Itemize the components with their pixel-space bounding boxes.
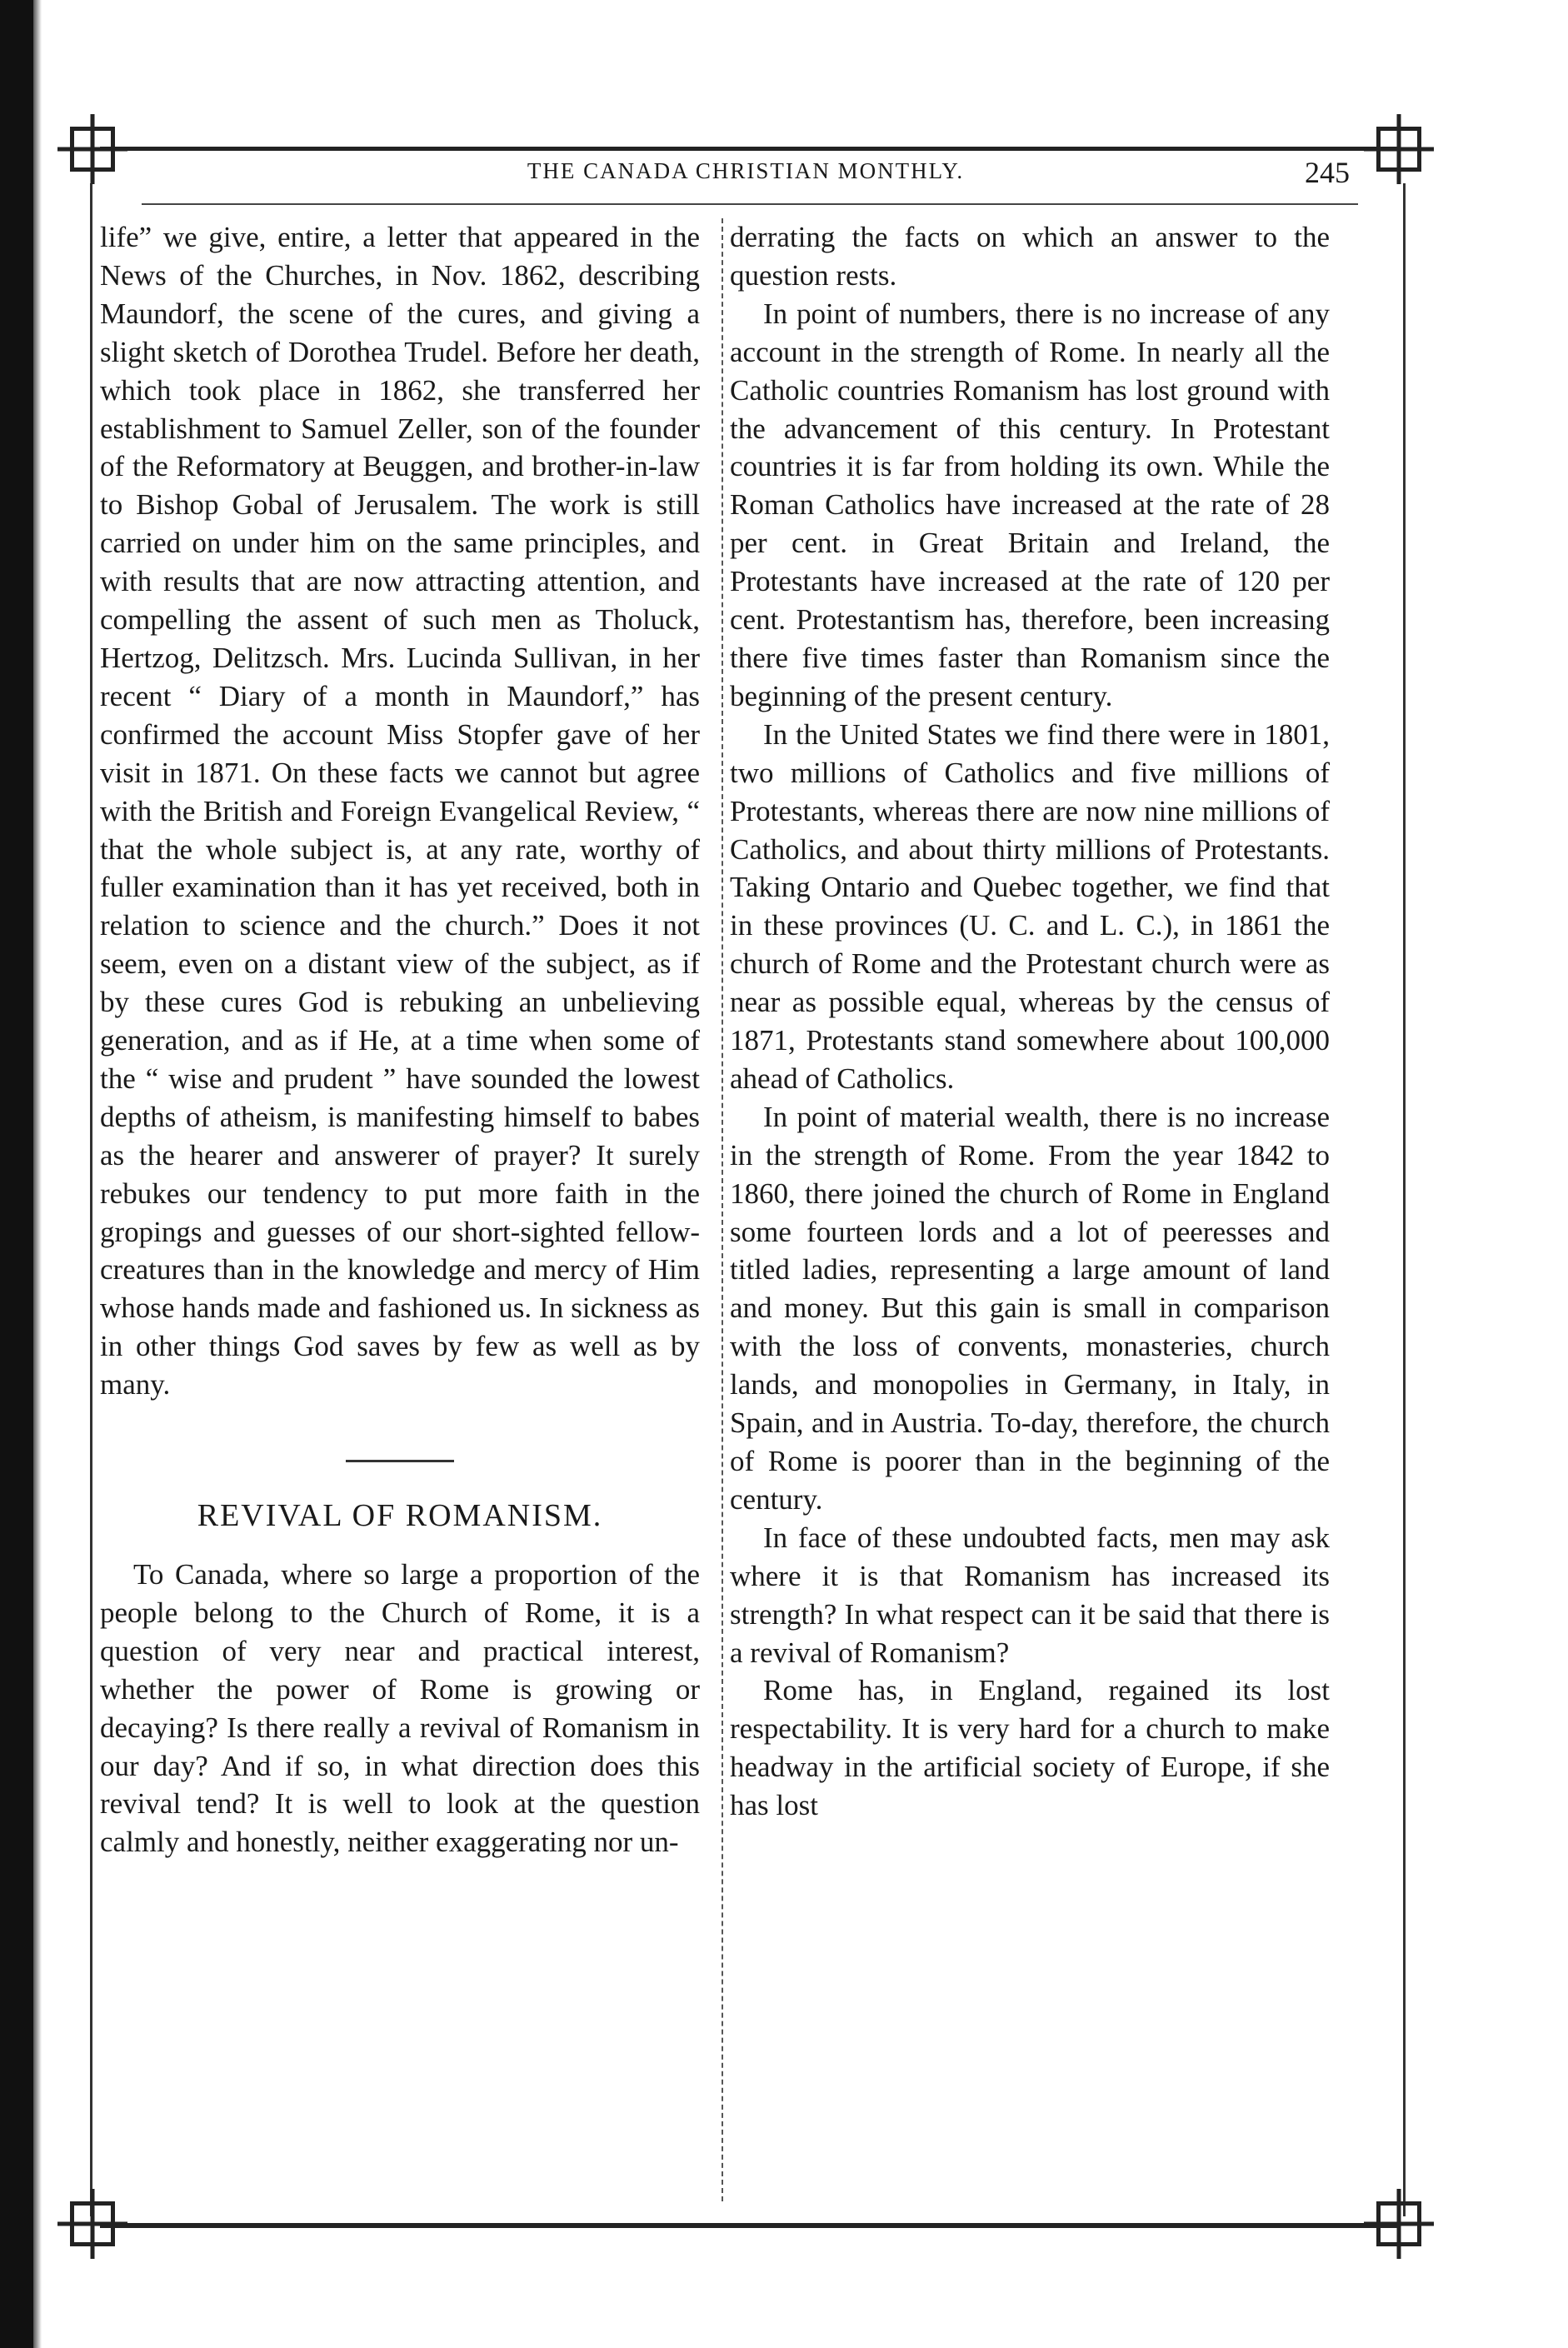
book-spine-shadow [0,0,33,2348]
book-spine-edge [33,0,42,2348]
section-title: REVIVAL OF ROMANISM. [197,1498,603,1533]
column-divider [722,218,723,2201]
running-head: THE CANADA CHRISTIAN MONTHLY. [527,158,965,183]
left-paragraph-2: To Canada, where so large a proportion of the people belong to the Church of Rome, it is a question of very near and practical interest, whether the power of Rome is growing or decaying? Is there really a revival of Romanism in our day? And if so, in what direction does this revival tend? It is well to look at the question calmly and honestly, neither exaggerating nor un- [100,1558,700,1859]
right-paragraph-3: In the United States we find there were in 1801, two millions of Catholics and five millions of Protestants, whereas there are now nine millions of Catholics, and about thirty millions of Protestants. Taking Ontario and Quebec together, we find that in these provinces (U. C. and L. C.), in 1861 the church of Rome and the Protestant church were as near as possible equal, whereas by the census of 1871, Protestants stand somewhere about 100,000 ahead of Catholics. [730,717,1330,1095]
page-header [142,155,1350,188]
right-column [730,218,1330,1825]
left-paragraph-1: life” we give, entire, a letter that appeared in the News of the Churches, in Nov. 1862, describing Maundorf, the scene of the cures, and giving a slight sketch of Dorothea Trudel. Before her death, which took place in 1862, she transferred her establishment to Samuel Zeller, son of the founder of the Reformatory at Beuggen, and brother-in-law to Bishop Gobal of Jerusalem. The work is still carried on under him on the same principles, and with results that are now attracting attention, and compelling the assent of such men as Tholuck, Hertzog, Delitzsch. Mrs. Lucinda Sullivan, in her recent “ Diary of a month in Maundorf,” has confirmed the account Miss Stopfer gave of her visit in 1871. On these facts we cannot but agree with the British and Foreign Evangelical Review, “ that the whole subject is, at any rate, worthy of fuller examination than it has yet received, both in relation to science and the church.” Does it not seem, even on a distant view of the subject, as if by these cures God is rebuking an unbelieving generation, and as if He, at a time when some of the “ wise and prudent ” have sounded the lowest depths of atheism, is manifesting himself to babes as the hearer and answerer of prayer? It surely rebukes our tendency to put more faith in the gropings and guesses of our short-sighted fellow-creatures than in the knowledge and mercy of Him whose hands made and fashioned us. In sickness as in other things God saves by few as well as by many. [100,221,700,1401]
right-paragraph-6: Rome has, in England, regained its lost respectability. It is very hard for a church to make headway in the artificial society of Europe, if she has lost [730,1674,1330,1822]
header-rule [142,203,1358,205]
right-paragraph-4: In point of material wealth, there is no increase in the strength of Rome. From the year 1842 to 1860, there joined the church of Rome in England some fourteen lords and a lot of peeresses and titled ladies, representing a large amount of land and money. But this gain is small in comparison with the loss of convents, monasteries, church lands, and monopolies in Germany, in Italy, in Spain, and in Austria. To-day, therefore, the church of Rome is poorer than in the beginning of the century. [730,1100,1330,1516]
right-paragraph-5: In face of these undoubted facts, men may ask where it is that Romanism has increased its strength? In what respect can it be said that there is a revival of Romanism? [730,1521,1330,1669]
left-column [100,218,700,1861]
corner-ornament-bottom-right [1376,2201,1421,2246]
section-separator [100,1434,700,1472]
corner-ornament-top-left [70,127,115,172]
frame-left-rule [90,183,92,2216]
frame-bottom-rule [100,2223,1400,2228]
corner-ornament-bottom-left [70,2201,115,2246]
corner-ornament-top-right [1376,127,1421,172]
page-number: 245 [1305,156,1350,189]
right-paragraph-2: In point of numbers, there is no increase of any account in the strength of Rome. In nearly all the Catholic countries Romanism has lost ground with the advancement of this century. In Protestant countries it is far from holding its own. While the Roman Catholics have increased at the rate of 28 per cent. in Great Britain and Ireland, the Protestants have increased at the rate of 120 per cent. Protestantism has, therefore, been increasing there five times faster than Romanism since the beginning of the present century. [730,297,1330,712]
frame-top-rule [100,147,1400,151]
frame-right-rule [1403,183,1406,2216]
right-paragraph-1: derrating the facts on which an answer to the question rests. [730,221,1330,292]
